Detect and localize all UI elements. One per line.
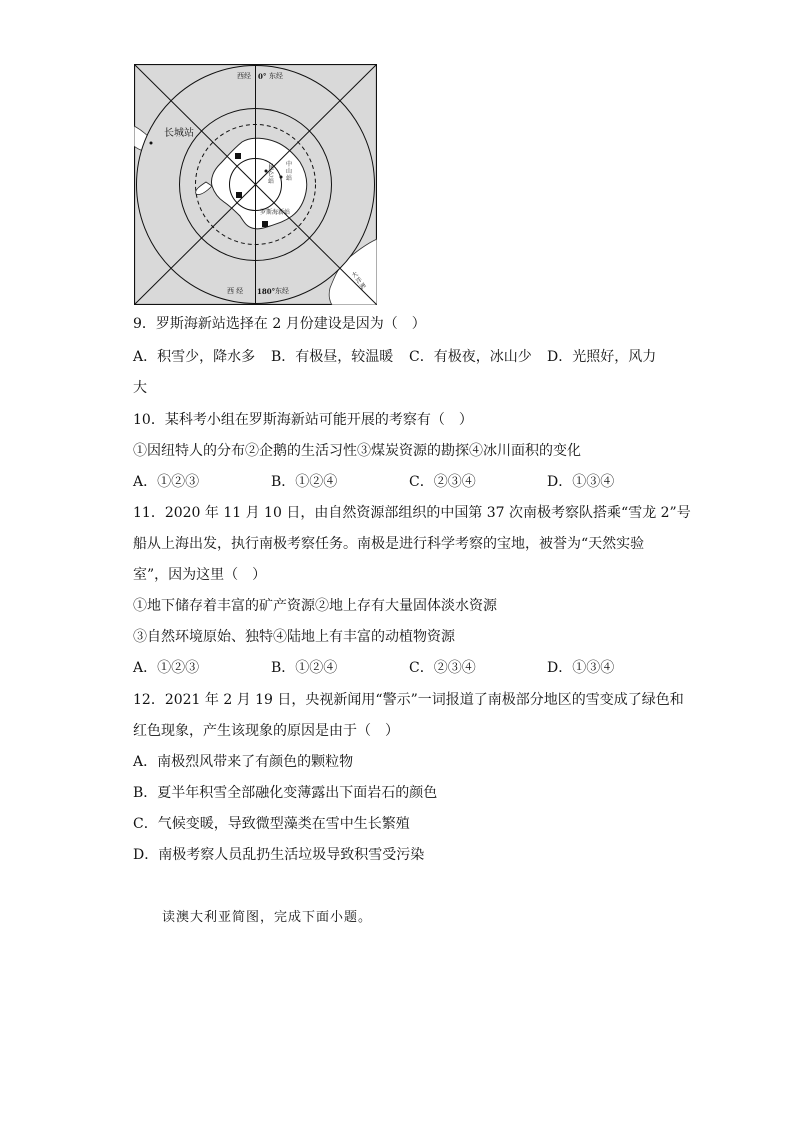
antarctica-map-svg bbox=[134, 64, 377, 305]
q10-stem: 10．某科考小组在罗斯海新站可能开展的考察有（ ） bbox=[133, 412, 473, 428]
map-label-top-west: 西经 bbox=[237, 72, 251, 80]
q11-stem-line-2: 船从上海出发，执行南极考察任务。南极是进行科学考察的宝地，被誉为“天然实验 bbox=[133, 536, 645, 552]
station-label-kunlun: 昆仑站 bbox=[268, 164, 275, 185]
q12-option-c[interactable]: C．气候变暖，导致微型藻类在雪中生长繁殖 bbox=[133, 816, 410, 832]
q12-option-d[interactable]: D．南极考察人员乱扔生活垃圾导致积雪受污染 bbox=[133, 847, 425, 863]
q12-option-a[interactable]: A．南极烈风带来了有颜色的颗粒物 bbox=[133, 754, 354, 770]
q10-option-d[interactable]: D．①③④ bbox=[547, 474, 615, 490]
station-marker-1 bbox=[235, 153, 241, 159]
q9-option-b[interactable]: B．有极昼，较温暖 bbox=[271, 349, 394, 365]
q12-stem-line-1: 12．2021 年 2 月 19 日，央视新闻用“警示”一词报道了南极部分地区的雪变成了绿色和 bbox=[133, 692, 684, 708]
changcheng-marker bbox=[150, 142, 153, 145]
map-label-top-east: 东经 bbox=[269, 72, 283, 80]
q11-stem-line-3: 室”，因为这里（ ） bbox=[133, 567, 267, 583]
q9-option-d[interactable]: D．光照好，风力 bbox=[547, 349, 657, 365]
map-label-bottom-west: 西 经 bbox=[227, 287, 244, 295]
q9-stem: 9．罗斯海新站选择在 2 月份建设是因为（ ） bbox=[133, 316, 426, 332]
station-marker-2 bbox=[236, 192, 242, 198]
map-label-bottom-meridian: 180° bbox=[257, 287, 276, 296]
q11-option-b[interactable]: B．①②④ bbox=[271, 660, 338, 676]
map-label-lower-right: 大洋洲 bbox=[350, 270, 368, 292]
q10-option-b[interactable]: B．①②④ bbox=[271, 474, 338, 490]
map-label-bottom-east: 东经 bbox=[275, 287, 289, 295]
q11-option-d[interactable]: D．①③④ bbox=[547, 660, 615, 676]
q11-items-line-2: ③自然环境原始、独特④陆地上有丰富的动植物资源 bbox=[133, 629, 455, 645]
zhongshan-marker bbox=[280, 176, 283, 179]
q11-items-line-1: ①地下储存着丰富的矿产资源②地上存有大量固体淡水资源 bbox=[133, 598, 497, 614]
station-label-zhongshan: 中山站 bbox=[286, 161, 293, 182]
station-label-changcheng: 长城站 bbox=[164, 128, 194, 139]
antarctica-map-figure bbox=[134, 64, 377, 305]
q9-option-d-continued: 大 bbox=[133, 380, 147, 396]
q9-option-c[interactable]: C．有极夜，冰山少 bbox=[409, 349, 532, 365]
q11-option-c[interactable]: C．②③④ bbox=[409, 660, 476, 676]
q9-option-a[interactable]: A．积雪少，降水多 bbox=[133, 349, 256, 365]
q11-option-a[interactable]: A．①②③ bbox=[133, 660, 200, 676]
map-label-top-meridian: 0° bbox=[258, 72, 267, 81]
q11-stem-line-1: 11．2020 年 11 月 10 日，由自然资源部组织的中国第 37 次南极考察队搭乘“雪龙 2”号 bbox=[133, 505, 691, 521]
station-marker-ross bbox=[262, 221, 268, 227]
q10-option-a[interactable]: A．①②③ bbox=[133, 474, 200, 490]
station-label-ross: 罗斯海新站 bbox=[260, 209, 291, 216]
section-intro-australia: 读澳大利亚简图，完成下面小题。 bbox=[162, 910, 373, 925]
q10-option-c[interactable]: C．②③④ bbox=[409, 474, 476, 490]
q12-stem-line-2: 红色现象，产生该现象的原因是由于（ ） bbox=[133, 723, 399, 739]
q12-option-b[interactable]: B．夏半年积雪全部融化变薄露出下面岩石的颜色 bbox=[133, 785, 438, 801]
q10-items: ①因纽特人的分布②企鹅的生活习性③煤炭资源的勘探④冰川面积的变化 bbox=[133, 443, 581, 459]
